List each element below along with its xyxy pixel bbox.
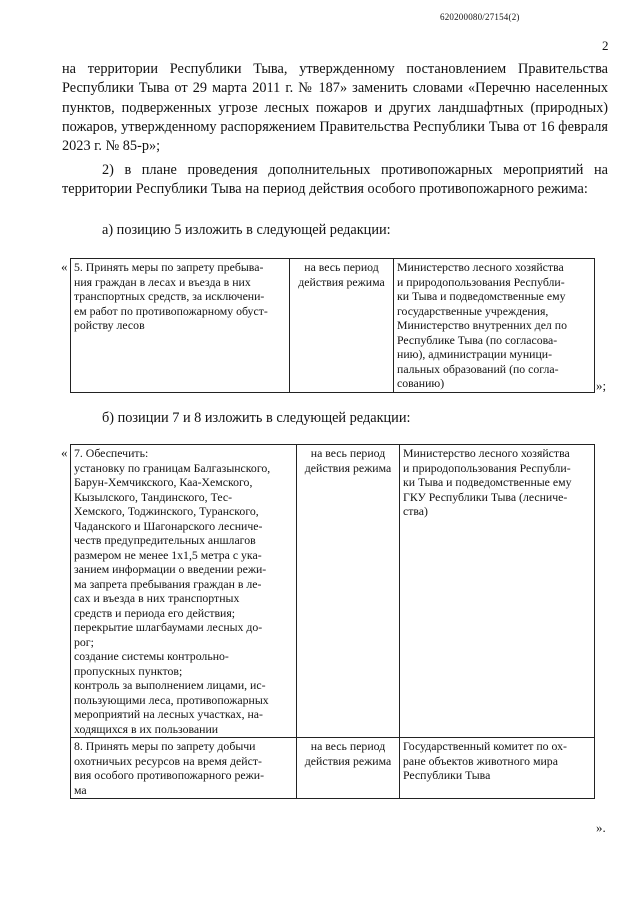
quote-open-2: « [61, 445, 68, 460]
cell-text-line: действия режима [298, 274, 385, 289]
cell-text-line: рог; [74, 634, 94, 649]
cell-text-line: государственные учреждения, [397, 303, 549, 318]
cell-text-line: ма запрета пребывания граждан в ле- [74, 576, 262, 591]
cell-text-line: пальных образований (по согла- [397, 361, 559, 376]
cell-text-line: Министерство лесного хозяйства [403, 446, 570, 460]
cell-text-line: мероприятий на лесных участках, на- [74, 707, 263, 721]
cell-period [290, 259, 394, 393]
cell-responsible [394, 259, 595, 393]
table-position-5 [70, 258, 595, 393]
cell-text-line: средств и периода его действия; [74, 605, 236, 620]
cell-text-line: Республики Тыва [403, 768, 491, 782]
cell-text-line: контроль за выполнением лицами, ис- [74, 678, 266, 692]
cell-text-line: создание системы контрольно- [74, 649, 229, 663]
cell-text-line: Кызылского, Тандинского, Тес- [74, 489, 233, 504]
cell-text-line: на весь период [310, 446, 386, 460]
cell-text-line: действия режима [304, 753, 392, 768]
paragraph-item-a: а) позицию 5 изложить в следующей редакции: [102, 222, 391, 238]
cell-text-line: Барун-Хемчикского, Каа-Хемского, [74, 475, 253, 489]
cell-text-line: занием информации о введении режи- [74, 562, 267, 576]
table-row [71, 445, 595, 738]
cell-text-line: на весь период [304, 260, 379, 274]
document-code: 620200080/27154(2) [440, 12, 520, 22]
cell-text-line: Хемского, Тоджинского, Туранского, [74, 504, 259, 518]
paragraph-item-2: 2) в плане проведения дополнительных противопожарных мероприятий на территории Республики Тыва на период действия особого противопожарного режима: [62, 162, 608, 198]
cell-action [71, 738, 297, 799]
cell-text-line: Государственный комитет по ох- [403, 739, 567, 753]
cell-text-line: сах и въезда в них транспортных [74, 591, 240, 605]
cell-text-line: Министерство внутренних дел по [397, 318, 567, 332]
cell-text-line: и природопользования Республи- [403, 460, 571, 475]
cell-text-line: ране объектов животного мира [403, 753, 558, 768]
cell-responsible [400, 445, 595, 738]
table-row [71, 259, 595, 393]
cell-text-line: ки Тыва и подведомственные ему [397, 289, 566, 303]
cell-text-line: и природопользования Республи- [397, 274, 565, 289]
cell-text-line: пользующими леса, противопожарных [74, 692, 269, 707]
paragraph-continuation: на территории Республики Тыва, утвержденному постановлением Правительства Республики Тыва от 29 марта 2011 г. № 187» заменить словами «Перечню населенных пунктов, подверженных угрозе лесных пожаров и других ландшафтных (природных) пожаров, утвержденному распоряжением Правительства Республики Тыва от 16 февраля 2023 г. № 85-р»; [62, 61, 608, 155]
cell-text-line: транспортных средств, за исключени- [74, 289, 265, 303]
quote-open-1: « [61, 259, 68, 274]
table-positions-7-8 [70, 444, 595, 799]
cell-text-line: 5. Принять меры по запрету пребыва- [74, 260, 264, 274]
cell-text-line: Министерство лесного хозяйства [397, 260, 564, 274]
cell-period [297, 738, 400, 799]
quote-close-2: ». [596, 820, 606, 835]
cell-text-line: Чаданского и Шагонарского лесниче- [74, 518, 263, 533]
paragraph-item-b: б) позиции 7 и 8 изложить в следующей редакции: [102, 410, 411, 426]
cell-text-line: действия режима [304, 460, 392, 475]
cell-text-line: размером не менее 1х1,5 метра с ука- [74, 547, 262, 562]
cell-text-line: ки Тыва и подведомственные ему [403, 475, 572, 489]
cell-action [71, 445, 297, 738]
cell-text-line: ГКУ Республики Тыва (лесниче- [403, 489, 568, 504]
cell-action [71, 259, 290, 393]
page-number: 2 [602, 38, 609, 53]
cell-text-line: 7. Обеспечить: [74, 446, 149, 460]
cell-text-line: перекрытие шлагбаумами лесных до- [74, 620, 263, 634]
cell-text-line: ем работ по противопожарному обуст- [74, 303, 268, 318]
cell-text-line: ма [74, 782, 87, 797]
cell-text-line: ходящихся в их пользовании [74, 721, 219, 736]
cell-text-line: вия особого противопожарного режи- [74, 768, 265, 782]
cell-text-line: на весь период [310, 739, 386, 753]
cell-text-line: ства) [403, 504, 428, 518]
cell-text-line: ния граждан в лесах и въезда в них [74, 274, 251, 289]
cell-text-line: честв предупредительных аншлагов [74, 533, 256, 547]
table-row [71, 738, 595, 799]
cell-text-line: ройству лесов [74, 318, 145, 332]
cell-responsible [400, 738, 595, 799]
cell-text-line: нию), администрации муници- [397, 347, 553, 361]
cell-period [297, 445, 400, 738]
cell-text-line: пропускных пунктов; [74, 663, 183, 678]
cell-text-line: Республике Тыва (по согласова- [397, 332, 558, 347]
cell-text-line: установку по границам Балгазынского, [74, 460, 271, 475]
cell-text-line: сованию) [397, 376, 445, 390]
cell-text-line: 8. Принять меры по запрету добычи [74, 739, 256, 753]
quote-close-1: »; [596, 378, 607, 393]
cell-text-line: охотничьих ресурсов на время дейст- [74, 753, 262, 768]
